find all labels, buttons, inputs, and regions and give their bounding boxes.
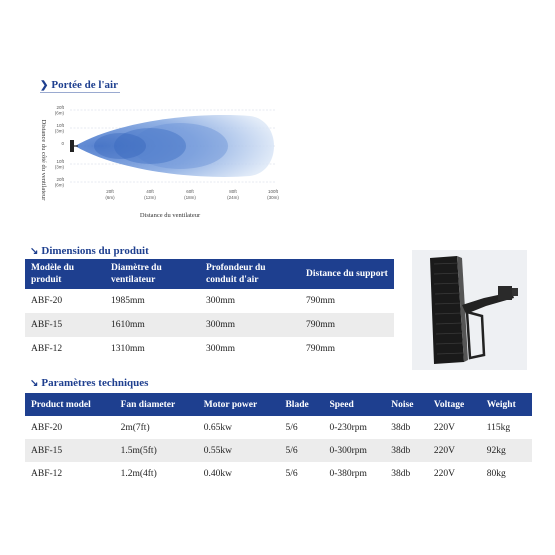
y-tick-sublabel: (6m) — [54, 110, 64, 116]
title-underline — [40, 92, 120, 93]
table-cell: 220V — [433, 422, 456, 433]
y-tick-sublabel: (6m) — [54, 182, 64, 188]
table-cell: 300mm — [206, 344, 236, 354]
table-cell: ABF-15 — [25, 439, 115, 462]
x-tick-sublabel: (18m) — [184, 195, 196, 200]
table-cell: 300mm — [206, 296, 236, 306]
table-cell: 0.55kw — [198, 439, 280, 462]
table-cell: 1310mm — [111, 344, 145, 354]
table-cell: 38db — [385, 439, 428, 462]
table-cell: 0-230rpm — [329, 422, 367, 433]
col-header: Profondeur du conduit d'air — [200, 259, 300, 289]
air-beam-core — [94, 133, 146, 159]
dimensions-table — [25, 259, 394, 361]
table-row — [25, 462, 532, 485]
table-cell: 300mm — [200, 313, 300, 337]
x-tick-label: 60ft — [186, 189, 194, 194]
col-header: Fan diameter — [115, 393, 198, 416]
x-tick-sublabel: (6m) — [105, 195, 115, 200]
table-cell: ABF-12 — [31, 468, 63, 479]
table-cell: ABF-20 — [31, 296, 63, 306]
x-tick-label: 20ft — [106, 189, 114, 194]
col-header: Blade — [279, 393, 323, 416]
arrow-down-right-icon: ↘ — [30, 245, 39, 257]
technical-table — [25, 393, 532, 485]
air-range-title: ❯ Portée de l'air — [40, 79, 118, 91]
x-tick-label: 100ft — [267, 189, 279, 194]
x-tick-sublabel: (12m) — [144, 195, 156, 200]
table-cell: 220V — [428, 439, 481, 462]
y-tick-label: 10ft — [56, 159, 64, 164]
arrow-down-right-icon: ↘ — [30, 377, 39, 389]
col-header: Weight — [481, 393, 532, 416]
table-cell: 80kg — [486, 468, 506, 479]
table-cell: 5/6 — [279, 439, 323, 462]
table-cell: 5/6 — [285, 468, 298, 479]
table-cell: 92kg — [481, 439, 532, 462]
technical-title: ↘ Paramètres techniques — [30, 377, 149, 389]
fan-product-image — [412, 250, 527, 370]
y-tick-label: 0 — [61, 141, 64, 146]
table-cell: 5/6 — [285, 422, 298, 433]
y-tick-label: 20ft — [56, 177, 64, 182]
table-cell: 0-300rpm — [323, 439, 385, 462]
y-tick-label: 10ft — [56, 123, 64, 128]
col-header: Voltage — [428, 393, 481, 416]
table-cell: 1.2m(4ft) — [120, 468, 157, 479]
table-row — [25, 289, 394, 313]
col-header: Noise — [385, 393, 428, 416]
table-cell: 0-380rpm — [329, 468, 367, 479]
table-cell: 115kg — [486, 422, 511, 433]
col-header: Modèle du produit — [25, 259, 105, 289]
y-tick-sublabel: (3m) — [54, 128, 64, 134]
air-range-diagram — [30, 98, 290, 223]
x-tick-label: 80ft — [229, 189, 237, 194]
col-header: Diamètre du ventilateur — [105, 259, 200, 289]
x-axis-label: Distance du ventilateur — [139, 212, 201, 219]
chevron-right-icon: ❯ — [40, 79, 49, 91]
dimensions-title: ↘ Dimensions du produit — [30, 245, 149, 257]
table-cell: 1985mm — [111, 296, 145, 306]
table-cell: 38db — [391, 422, 411, 433]
table-cell: 38db — [391, 468, 411, 479]
y-tick-sublabel: (3m) — [54, 164, 64, 170]
col-header: Product model — [25, 393, 115, 416]
table-header-row — [25, 259, 394, 289]
table-cell: 0.40kw — [203, 468, 233, 479]
x-tick-sublabel: (24m) — [227, 195, 239, 200]
table-cell: 790mm — [306, 296, 336, 306]
table-cell: ABF-12 — [31, 344, 63, 354]
fan-icon — [70, 140, 78, 152]
table-header-row — [25, 393, 532, 416]
y-axis-label: Distance du côté du ventilateur — [40, 119, 47, 201]
col-header: Motor power — [198, 393, 280, 416]
table-cell: 0.65kw — [203, 422, 233, 433]
y-tick-label: 20ft — [56, 105, 64, 110]
table-cell: 220V — [433, 468, 456, 479]
table-cell: 790mm — [306, 344, 336, 354]
table-cell: 2m(7ft) — [120, 422, 150, 433]
col-header: Distance du support — [300, 259, 394, 289]
col-header: Speed — [323, 393, 385, 416]
table-row — [25, 439, 532, 462]
table-cell: 790mm — [300, 313, 394, 337]
table-cell: ABF-15 — [25, 313, 105, 337]
table-row — [25, 313, 394, 337]
table-row — [25, 416, 532, 439]
x-tick-sublabel: (30m) — [267, 195, 279, 200]
x-tick-label: 40ft — [146, 189, 154, 194]
table-cell: 1.5m(5ft) — [115, 439, 198, 462]
table-cell: 1610mm — [105, 313, 200, 337]
table-cell: ABF-20 — [31, 422, 63, 433]
table-row — [25, 337, 394, 361]
